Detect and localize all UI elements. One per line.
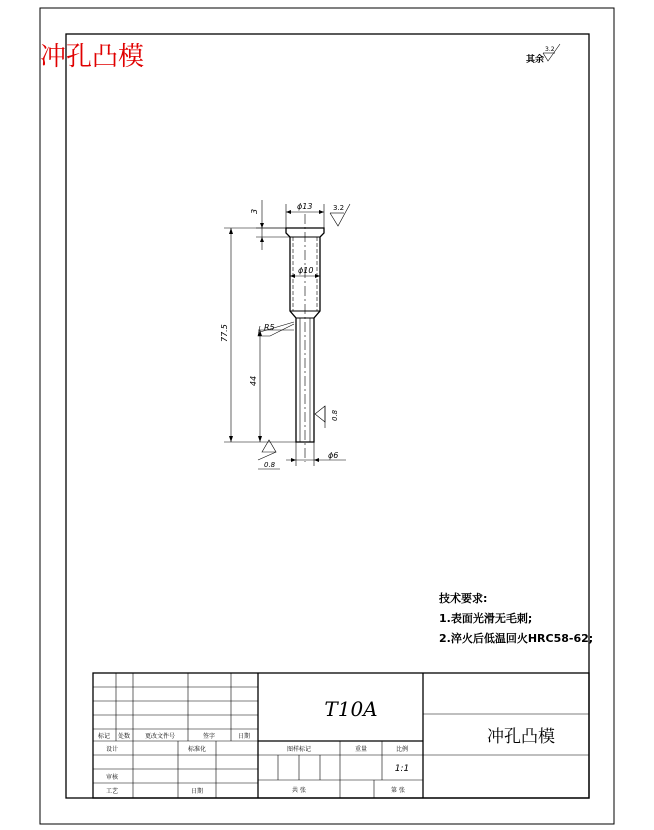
stage-label: 图样标记 (286, 746, 312, 753)
red-title: 冲孔凸模 (40, 42, 145, 72)
material-label: T10A (324, 697, 378, 721)
tech-req-heading: 技术要求: (439, 592, 488, 605)
tip-end-roughness-value: 0.8 (264, 461, 276, 469)
rev-header-count: 处数 (117, 733, 131, 740)
title-block (93, 673, 589, 798)
shank-diameter-label: ϕ10 (298, 266, 314, 275)
dim-tip-length (249, 330, 294, 442)
dim-tip-diameter (286, 442, 346, 466)
scale-label: 比例 (395, 746, 409, 753)
roughness-note-value: 3.2 (545, 46, 555, 53)
head-roughness (330, 204, 350, 226)
process-label: 工艺 (105, 788, 119, 795)
head-height-label: 3 (250, 208, 259, 214)
dim-fillet-radius (258, 322, 294, 336)
date-label: 日期 (190, 788, 204, 795)
roughness-note-label: 其余 (526, 55, 545, 65)
sheet-label: 第 张 (391, 787, 405, 794)
tip-side-roughness-symbol-icon (315, 406, 325, 422)
sheets-total-label: 共 张 (292, 787, 306, 794)
general-roughness-note (526, 44, 560, 65)
rev-header-doc: 更改文件号 (144, 733, 176, 740)
head-roughness-value: 3.2 (333, 204, 345, 212)
rev-header-mark: 标记 (97, 733, 111, 740)
dim-shank-diameter (290, 266, 320, 278)
tech-req-item: 2.淬火后低温回火HRC58-62; (439, 632, 594, 645)
dim-head-height (250, 200, 290, 250)
fillet-radius-label: R5 (264, 323, 275, 332)
tip-diameter-label: ϕ6 (328, 451, 339, 460)
part-name-label: 冲孔凸模 (487, 727, 555, 747)
inner-frame (66, 34, 589, 798)
rev-header-sign: 签字 (202, 733, 216, 740)
head-diameter-label: ϕ13 (297, 202, 313, 211)
scale-value: 1:1 (394, 764, 410, 774)
punch-part (286, 214, 324, 462)
tech-req-item: 1.表面光滑无毛刺; (439, 612, 533, 625)
design-label: 设计 (105, 746, 119, 753)
standardize-label: 标准化 (187, 746, 207, 753)
tip-side-roughness-value: 0.8 (331, 409, 339, 421)
review-label: 审核 (105, 774, 119, 781)
tip-length-label: 44 (249, 375, 258, 386)
weight-label: 重量 (354, 746, 368, 753)
tip-end-roughness (258, 440, 280, 469)
total-length-label: 77.5 (220, 324, 229, 342)
tip-side-roughness (315, 406, 339, 428)
tech-requirements (438, 591, 593, 645)
rev-header-date: 日期 (237, 733, 251, 740)
